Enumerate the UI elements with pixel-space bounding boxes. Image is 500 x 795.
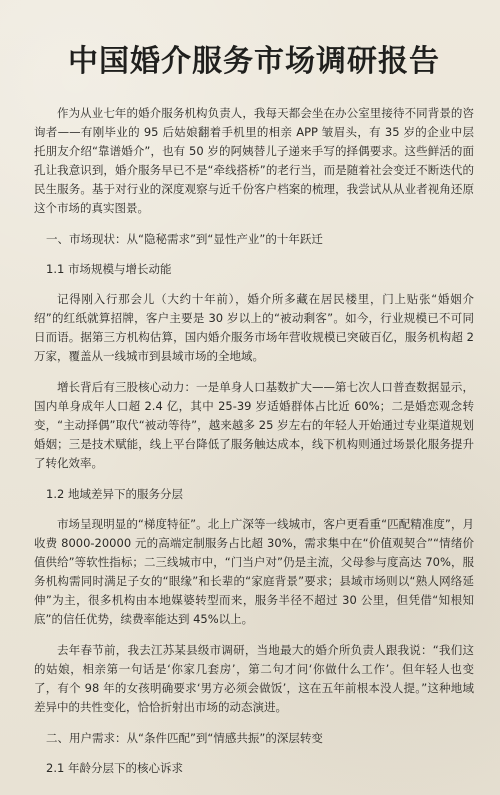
page-title: 中国婚介服务市场调研报告 [68, 44, 440, 79]
section-2-heading: 二、用户需求：从“条件匹配”到“情感共振”的深层转变 [46, 731, 323, 745]
section-1-2-paragraph-2: 去年春节前，我去江苏某县级市调研，当地最大的婚介所负责人跟我说：“我们这的姑娘，相亲第一句话是‘你家几套房’，第二句才问‘你做什么工作’。但年轻人也变了，有个 98 年的女孩明确要求‘男方必须会做饭’，这在五年前根本没人提。”这种地域差异中的共性变化，恰恰折射出市场的动态演进。 [34, 643, 474, 714]
intro-paragraph: 作为从业七年的婚介服务机构负责人，我每天都会坐在办公室里接待不同背景的咨询者——有刚毕业的 95 后姑娘翻着手机里的相亲 APP 皱眉头，有 35 岁的企业中层托朋友介绍“靠谱婚介”，也有 50 岁的阿姨替儿子递来手写的择偶要求。这些鲜活的面孔让我意识到，婚介服务早已不是“牵线搭桥”的老行当，而是随着社会变迁不断迭代的民生服务。基于对行业的深度观察与近千份客户档案的梳理，我尝试从从业者视角还原这个市场的真实图景。 [34, 106, 474, 215]
section-1-1-paragraph-1: 记得刚入行那会儿（大约十年前），婚介所多藏在居民楼里，门上贴张“婚姻介绍”的红纸就算招牌，客户主要是 30 岁以上的“被动剩客”。如今，行业规模已不可同日而语。据第三方机构估算，国内婚介服务市场年营收规模已突破百亿，服务机构超 2 万家，覆盖从一线城市到县域市场的全地域。 [34, 292, 474, 363]
section-2-1-heading: 2.1 年龄分层下的核心诉求 [46, 761, 183, 775]
section-1-1-heading: 1.1 市场规模与增长动能 [46, 262, 172, 276]
section-1-2-paragraph-1: 市场呈现明显的“梯度特征”。北上广深等一线城市，客户更看重“匹配精准度”，月收费 8000-20000 元的高端定制服务占比超 30%，需求集中在“价值观契合”“情绪价值供给”等软性指标；二三线城市中，“门当户对”仍是主流，父母参与度高达 70%，服务机构需同时满足子女的“眼缘”和长辈的“家庭背景”要求；县域市场则以“熟人网络延伸”为主，很多机构由本地媒婆转型而来，服务半径不超过 30 公里，但凭借“知根知底”的信任优势，续费率能达到 45%以上。 [34, 517, 474, 626]
section-1-2-heading: 1.2 地域差异下的服务分层 [46, 487, 183, 501]
section-1-1-paragraph-2: 增长背后有三股核心动力：一是单身人口基数扩大——第七次人口普查数据显示，国内单身成年人口超 2.4 亿，其中 25-39 岁适婚群体占比近 60%；二是婚恋观念转变，“主动择偶”取代“被动等待”，越来越多 25 岁左右的年轻人开始通过专业渠道规划婚姻；三是技术赋能，线上平台降低了服务触达成本，线下机构则通过场景化服务提升了转化效率。 [34, 380, 474, 470]
section-1-heading: 一、市场现状：从“隐秘需求”到“显性产业”的十年跃迁 [46, 232, 323, 246]
